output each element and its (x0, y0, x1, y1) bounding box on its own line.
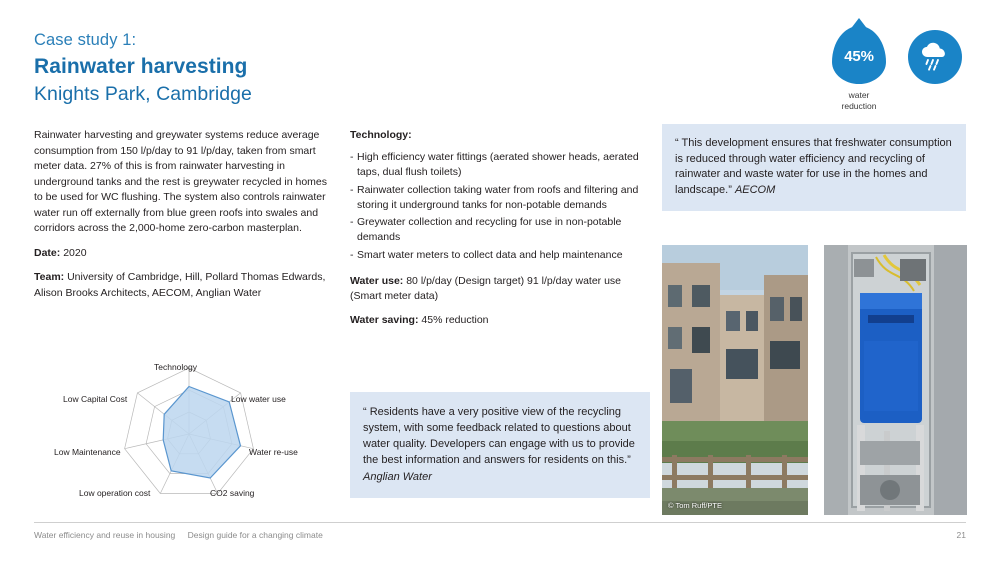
list-item: - High efficiency water fittings (aerated shower heads, aerated taps, dual flush toilets) (350, 150, 642, 180)
quote-attribution: Anglian Water (363, 470, 432, 483)
quote-text: “ This development ensures that freshwater consumption is reduced through water efficiency and recycling of rainwater and waste water for use in the homes and landscape.” (675, 137, 952, 196)
list-item: - Rainwater collection taking water from roofs and filtering and storing it underground tanks for non-potable demands (350, 183, 642, 213)
date-value: 2020 (63, 246, 87, 259)
water-use-label: Water use: (350, 274, 404, 287)
radar-label-low-operation-cost: Low operation cost (79, 488, 151, 498)
quote-aecom (662, 124, 966, 211)
water-reduction-caption (842, 90, 877, 111)
radar-label-co2-saving: CO2 saving (210, 488, 255, 498)
rain-cloud-icon (908, 30, 962, 84)
water-reduction-caption-line1: water (848, 90, 870, 100)
technology-heading: Technology: (350, 129, 412, 141)
water-saving-line (350, 313, 642, 328)
technology-column (350, 128, 642, 337)
footer-title: Water efficiency and reuse in housing (34, 530, 176, 540)
radar-label-low-maintenance: Low Maintenance (54, 447, 121, 457)
case-study-label: Case study 1: (34, 31, 137, 49)
page-footer (34, 522, 966, 540)
intro-paragraph: Rainwater harvesting and greywater systems reduce average consumption from 150 l/p/day to 91 l/p/day, taken from smart meter data. 27% of this is from rainwater harvesting in underground tanks and the rest is greywater recycled in homes to be used for WC flushing. The system also controls rainwater water run off externally from blue green roofs into swales and corridors across the 2,000-home zero-carbon masterplan. (34, 129, 327, 235)
radar-label-water-re-use: Water re-use (249, 447, 298, 457)
team-line (34, 270, 334, 301)
quote-attribution: AECOM (734, 183, 776, 196)
date-label: Date: (34, 246, 61, 259)
list-item: - Smart water meters to collect data and help maintenance (350, 248, 642, 263)
water-reduction-caption-line2: reduction (841, 100, 877, 111)
capability-radar-chart (34, 356, 344, 516)
header-badges (828, 26, 966, 111)
footer-subtitle: Design guide for a changing climate (187, 530, 323, 540)
water-use-line (350, 274, 642, 304)
team-label: Team: (34, 271, 65, 284)
radar-label-low-water-use: Low water use (231, 394, 286, 404)
water-use-value: 80 l/p/day (Design target) 91 l/p/day water use (Smart meter data) (350, 274, 622, 302)
greywater-plant-room-photo (824, 245, 967, 515)
team-value: University of Cambridge, Hill, Pollard Thomas Edwards, Alison Brooks Architects, AECOM, Anglian Water (34, 271, 326, 299)
quote-anglian-water (350, 392, 650, 498)
date-line (34, 246, 334, 262)
radar-label-technology: Technology (154, 362, 198, 372)
water-reduction-badge (828, 26, 890, 111)
rainfall-badge (904, 26, 966, 84)
quote-text: “ Residents have a very positive view of the recycling system, with some feedback related to questions about water quality. Developers can engage with us to provide the best information and answers for residents on this.” (363, 406, 635, 467)
list-item: - Greywater collection and recycling for use in non-potable demands (350, 215, 642, 245)
page-header (34, 30, 554, 107)
water-drop-icon (832, 26, 886, 84)
page-title: Rainwater harvesting (34, 55, 248, 79)
photo-credit: © Tom Ruff/PTE (668, 501, 723, 510)
footer-text (34, 530, 323, 540)
radar-label-low-capital-cost: Low Capital Cost (63, 394, 128, 404)
water-reduction-value: 45% (844, 47, 874, 65)
knights-park-housing-photo (662, 245, 808, 515)
water-saving-label: Water saving: (350, 314, 419, 327)
page-subtitle: Knights Park, Cambridge (34, 83, 252, 106)
left-text-column (34, 128, 334, 310)
technology-list (350, 150, 642, 263)
page-number: 21 (956, 530, 966, 540)
water-saving-value: 45% reduction (421, 314, 489, 327)
